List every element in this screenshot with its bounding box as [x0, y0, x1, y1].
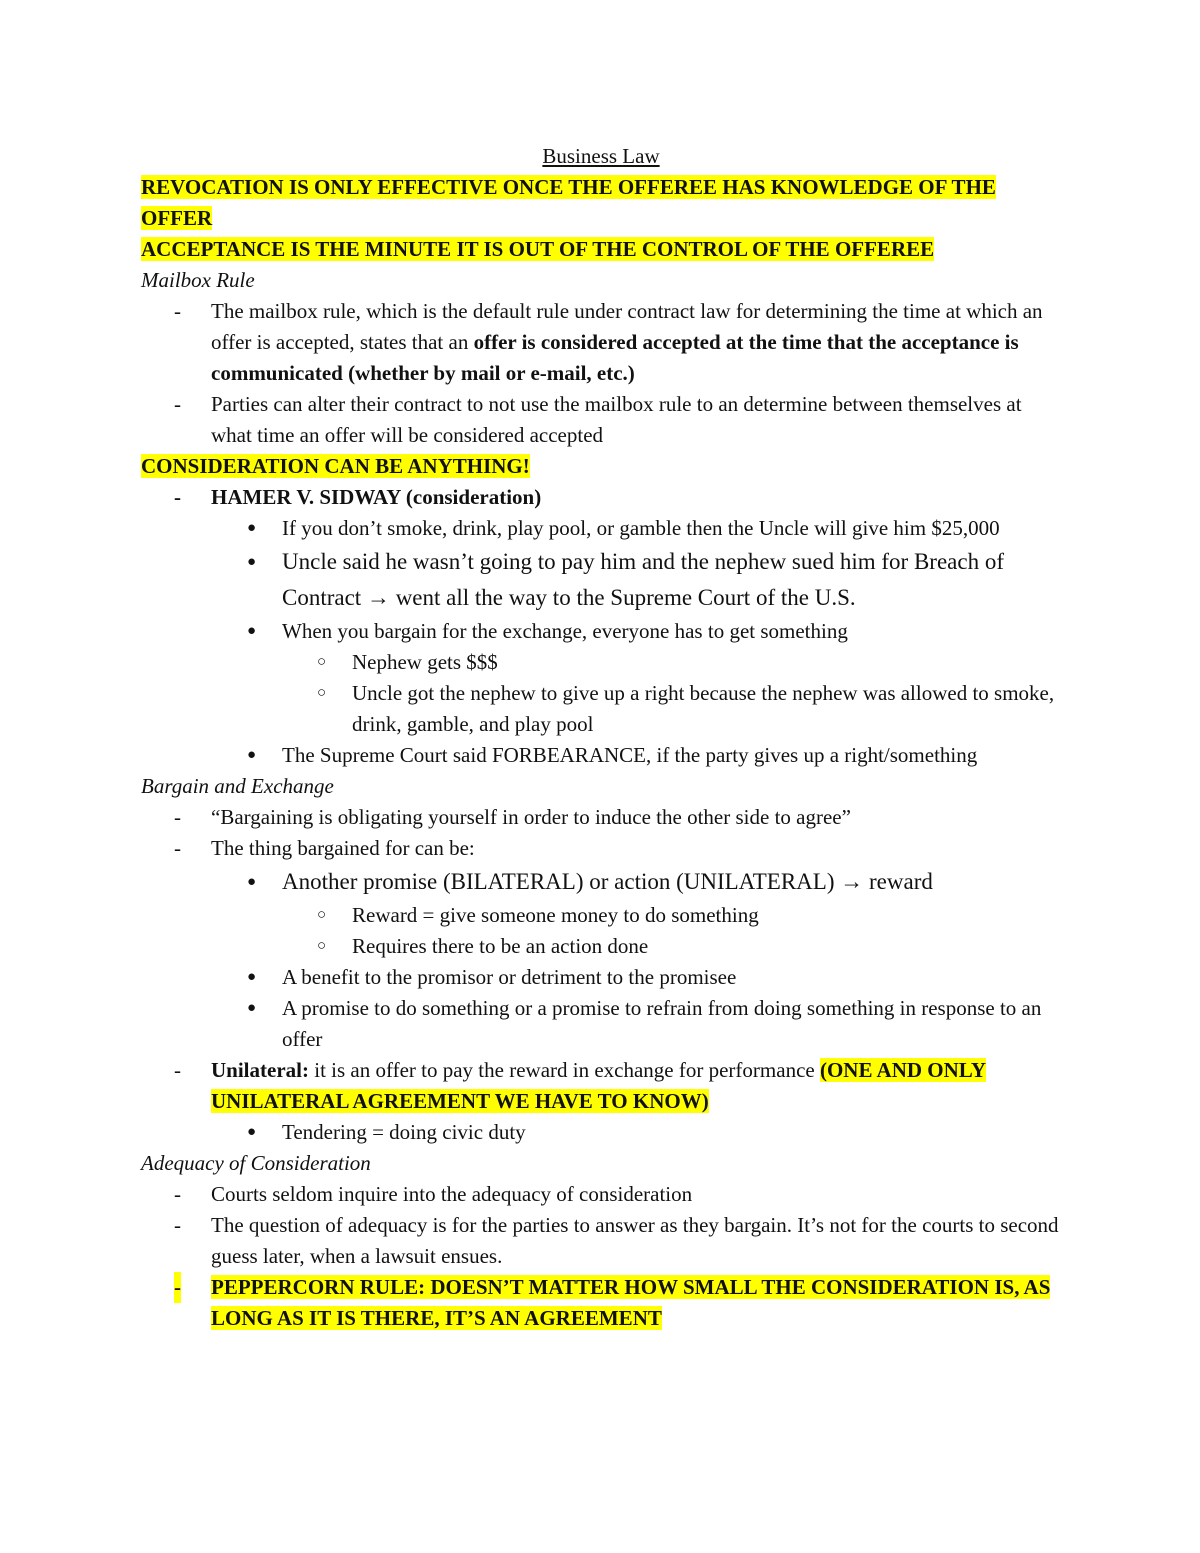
- list-item: [141, 1179, 1061, 1210]
- hamer-bullet-4: The Supreme Court said FORBEARANCE, if the party gives up a right/something: [282, 743, 978, 767]
- dash-marker: -: [174, 485, 181, 509]
- acceptance-text: ACCEPTANCE IS THE MINUTE IT IS OUT OF THE CONTROL OF THE OFFEREE: [141, 237, 935, 261]
- bargain-item-2: The thing bargained for can be:: [211, 836, 475, 860]
- mailbox-heading: Mailbox Rule: [141, 268, 255, 292]
- list-item: [141, 616, 1061, 647]
- circle-marker: ○: [317, 938, 327, 954]
- adequacy-list: [141, 1179, 1061, 1334]
- dash-marker: -: [174, 1058, 181, 1082]
- dash-marker: -: [174, 1272, 181, 1303]
- bullet-marker: ●: [247, 969, 257, 985]
- revocation-text: REVOCATION IS ONLY EFFECTIVE ONCE THE OFFEREE HAS KNOWLEDGE OF THE OFFER: [141, 175, 996, 230]
- bullet-marker: ●: [247, 747, 257, 763]
- bargain-list: [141, 802, 1061, 1148]
- bullet-marker: ●: [247, 1124, 257, 1140]
- adequacy-heading: Adequacy of Consideration: [141, 1151, 371, 1175]
- dash-marker: -: [174, 1182, 181, 1206]
- list-item: [141, 482, 1061, 513]
- circle-marker: ○: [317, 907, 327, 923]
- hamer-bullet-1: If you don’t smoke, drink, play pool, or gamble then the Uncle will give him $25,000: [282, 516, 1000, 540]
- document-body: [141, 141, 1061, 1334]
- hamer-case-title: HAMER V. SIDWAY (consideration): [211, 485, 542, 509]
- list-item: [141, 1117, 1061, 1148]
- bullet-marker: ●: [247, 520, 257, 536]
- acceptance-banner: [141, 234, 1061, 265]
- list-item: [141, 1210, 1061, 1272]
- dash-marker: -: [174, 1213, 181, 1237]
- mailbox-item-2-text: Parties can alter their contract to not use the mailbox rule to an determine between themselves at what time an offer will be considered accepted: [211, 392, 1022, 447]
- mailbox-list: [141, 296, 1061, 451]
- list-item: [141, 1272, 1061, 1334]
- adequacy-item-1: Courts seldom inquire into the adequacy of consideration: [211, 1182, 693, 1206]
- consideration-banner-text: CONSIDERATION CAN BE ANYTHING!: [141, 454, 530, 478]
- list-item: [141, 389, 1061, 451]
- hamer-sub-bullet-2: Uncle got the nephew to give up a right because the nephew was allowed to smoke, drink, gamble, and play pool: [352, 681, 1055, 736]
- list-item: [141, 833, 1061, 864]
- bargain-item-1: “Bargaining is obligating yourself in order to induce the other side to agree”: [211, 805, 851, 829]
- peppercorn-rule: PEPPERCORN RULE: DOESN’T MATTER HOW SMALL THE CONSIDERATION IS, AS LONG AS IT IS THERE, IT’S AN AGREEMENT: [211, 1275, 1051, 1330]
- bargain-heading: Bargain and Exchange: [141, 774, 334, 798]
- list-item: [141, 740, 1061, 771]
- list-item: [141, 1055, 1061, 1117]
- list-item: [141, 931, 1061, 962]
- dash-marker: -: [174, 836, 181, 860]
- bargain-sub-bullet-1: Reward = give someone money to do something: [352, 903, 759, 927]
- tendering-bullet: Tendering = doing civic duty: [282, 1120, 526, 1144]
- dash-marker: -: [174, 299, 181, 323]
- circle-marker: ○: [317, 654, 327, 670]
- list-item: [141, 962, 1061, 993]
- circle-marker: ○: [317, 685, 327, 701]
- bargain-bullet-3: A promise to do something or a promise to refrain from doing something in response to an offer: [282, 996, 1042, 1051]
- list-item: [141, 993, 1061, 1055]
- bullet-marker: ●: [247, 554, 257, 570]
- adequacy-item-2: The question of adequacy is for the parties to answer as they bargain. It’s not for the courts to second guess later, when a lawsuit ensues.: [211, 1213, 1059, 1268]
- bullet-marker: ●: [247, 874, 257, 890]
- unilateral-highlight: (ONE AND ONLY UNILATERAL AGREEMENT WE HAVE TO KNOW): [211, 1058, 987, 1113]
- bullet-marker: ●: [247, 623, 257, 639]
- page-title: Business Law: [542, 144, 660, 168]
- revocation-banner: [141, 172, 1061, 234]
- hamer-bullet-3: When you bargain for the exchange, everyone has to get something: [282, 619, 848, 643]
- dash-marker: -: [174, 392, 181, 416]
- consideration-banner: [141, 451, 1061, 482]
- bullet-marker: ●: [247, 1000, 257, 1016]
- list-item: [141, 678, 1061, 740]
- list-item: [141, 513, 1061, 544]
- list-item: [141, 647, 1061, 678]
- dash-marker: -: [174, 805, 181, 829]
- list-item: [141, 802, 1061, 833]
- consideration-list: [141, 482, 1061, 771]
- mailbox-item-1-bold: offer is considered accepted at the time that the acceptance is communicated (whether by mail or e-mail, etc.): [211, 330, 1019, 385]
- list-item: [141, 864, 1061, 900]
- bargain-bullet-1: Another promise (BILATERAL) or action (UNILATERAL) → reward: [282, 869, 933, 894]
- mailbox-item-1-text: The mailbox rule, which is the default rule under contract law for determining the time at which an offer is accepted, states that an: [211, 299, 1043, 354]
- list-item: [141, 296, 1061, 389]
- list-item: [141, 544, 1061, 616]
- unilateral-text: it is an offer to pay the reward in exchange for performance: [308, 1058, 820, 1082]
- unilateral-label: Unilateral:: [211, 1058, 309, 1082]
- hamer-bullet-2: Uncle said he wasn’t going to pay him and the nephew sued him for Breach of Contract → went all the way to the Supreme Court of the U.S.: [282, 549, 1004, 610]
- list-item: [141, 900, 1061, 931]
- hamer-sub-bullet-1: Nephew gets $$$: [352, 650, 498, 674]
- bargain-sub-bullet-2: Requires there to be an action done: [352, 934, 649, 958]
- bargain-bullet-2: A benefit to the promisor or detriment to the promisee: [282, 965, 737, 989]
